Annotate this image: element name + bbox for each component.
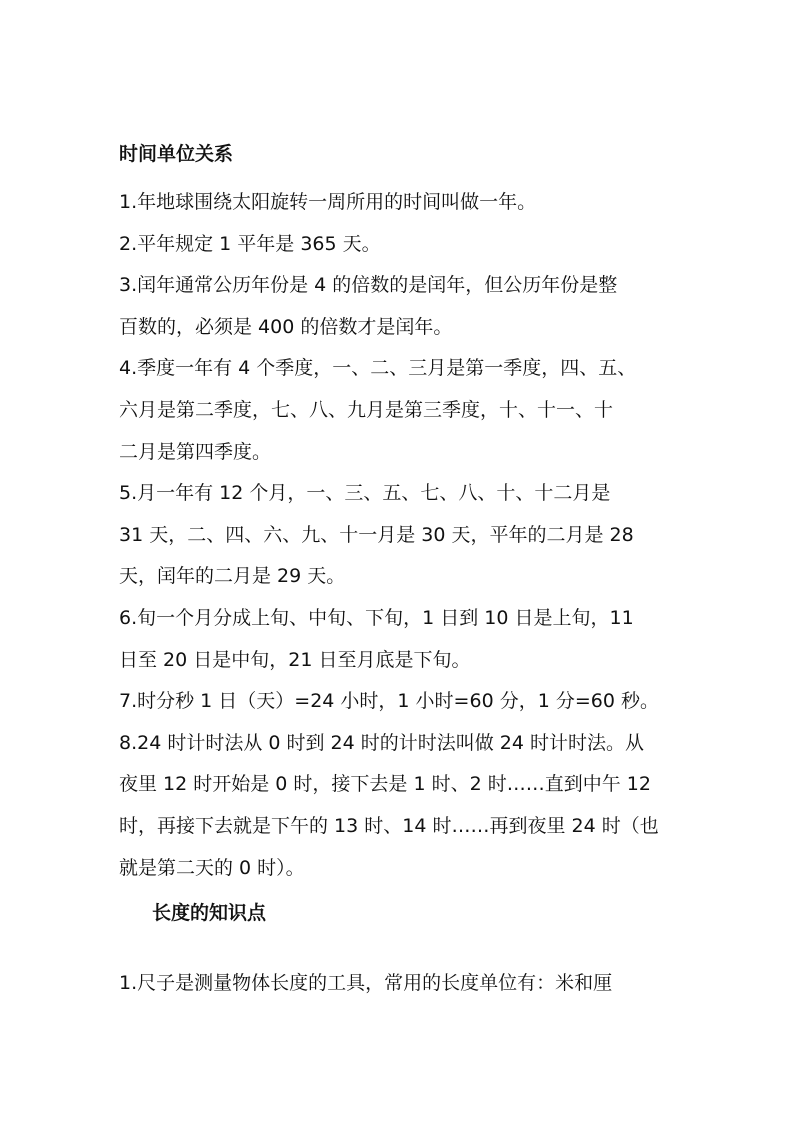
paragraph-line: 1.尺子是测量物体长度的工具，常用的长度单位有：米和厘 — [119, 972, 613, 995]
paragraph-line: 4.季度一年有 4 个季度，一、二、三月是第一季度，四、五、 — [119, 357, 637, 380]
paragraph-line: 夜里 12 时开始是 0 时，接下去是 1 时、2 时……直到中午 12 — [119, 773, 651, 796]
paragraph-month — [119, 473, 679, 598]
paragraph-line: 时，再接下去就是下午的 13 时、14 时……再到夜里 24 时（也 — [119, 814, 659, 837]
paragraph-common-year — [119, 224, 679, 266]
paragraph-quarter — [119, 348, 679, 473]
paragraph-24-hour-clock — [119, 723, 679, 889]
page-content — [119, 142, 679, 1005]
paragraph-line: 2.平年规定 1 平年是 365 天。 — [119, 232, 381, 255]
paragraph-line: 7.时分秒 1 日（天）=24 小时，1 小时=60 分，1 分=60 秒。 — [119, 690, 659, 713]
paragraph-leap-year — [119, 265, 679, 348]
paragraph-hour-minute-second — [119, 681, 679, 723]
paragraph-line: 二月是第四季度。 — [119, 440, 272, 463]
paragraph-line: 8.24 时计时法从 0 时到 24 时的计时法叫做 24 时计时法。从 — [119, 731, 645, 754]
paragraph-line: 日至 20 日是中旬，21 日至月底是下旬。 — [119, 648, 471, 671]
paragraph-ruler — [119, 963, 679, 1005]
paragraph-year — [119, 182, 679, 224]
paragraph-line: 5.月一年有 12 个月，一、三、五、七、八、十、十二月是 — [119, 482, 611, 505]
paragraph-line: 3.闰年通常公历年份是 4 的倍数的是闰年，但公历年份是整 — [119, 274, 618, 297]
paragraph-line: 就是第二天的 0 时）。 — [119, 856, 305, 879]
paragraph-line: 6.旬一个月分成上旬、中旬、下旬，1 日到 10 日是上旬，11 — [119, 606, 634, 629]
heading-time-units: 时间单位关系 — [119, 143, 234, 165]
paragraph-line: 六月是第二季度，七、八、九月是第三季度，十、十一、十 — [119, 398, 614, 421]
paragraph-line: 31 天，二、四、六、九、十一月是 30 天，平年的二月是 28 — [119, 523, 634, 546]
heading-length: 长度的知识点 — [152, 902, 267, 925]
paragraph-xun — [119, 598, 679, 681]
paragraph-line: 百数的，必须是 400 的倍数才是闰年。 — [119, 315, 453, 338]
paragraph-line: 1.年地球围绕太阳旋转一周所用的时间叫做一年。 — [119, 191, 537, 213]
paragraph-line: 天，闰年的二月是 29 天。 — [119, 565, 346, 588]
